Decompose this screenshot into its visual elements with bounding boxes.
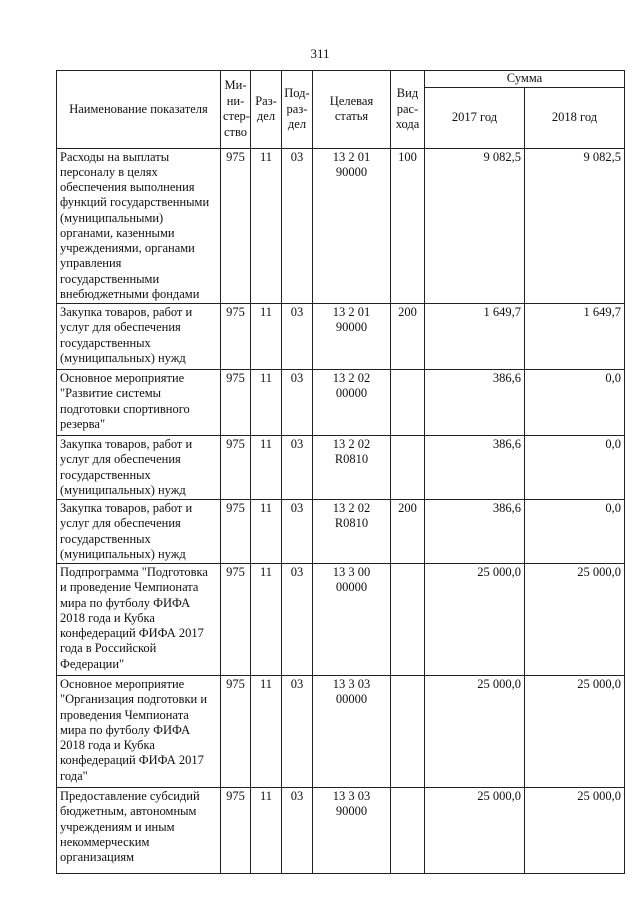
row-subsection: 03: [282, 676, 313, 788]
row-target: 13 2 02 R0810: [313, 436, 391, 500]
row-name: Расходы на выплаты персоналу в целях обеспечения выполнения функций государственными (муниципальными) органами, казенными учреждениями, органами управления государственными внебюджетными фондами: [57, 148, 221, 304]
row-name: Закупка товаров, работ и услуг для обеспечения государственных (муниципальных) нужд: [57, 304, 221, 370]
row-ministry: 975: [221, 676, 251, 788]
row-section: 11: [251, 500, 282, 564]
row-sum-2018: 0,0: [525, 500, 625, 564]
header-year-2017: 2017 год: [425, 87, 525, 148]
row-sum-2017: 25 000,0: [425, 564, 525, 676]
row-subsection: 03: [282, 436, 313, 500]
row-kind: [391, 370, 425, 436]
row-kind: [391, 436, 425, 500]
table-row: [57, 148, 625, 304]
header-subsection: Под- раз- дел: [282, 71, 313, 149]
row-sum-2017: 25 000,0: [425, 788, 525, 874]
row-name: Закупка товаров, работ и услуг для обеспечения государственных (муниципальных) нужд: [57, 500, 221, 564]
budget-table: [56, 70, 625, 874]
header-section: Раз- дел: [251, 71, 282, 149]
header-target-article: Целевая статья: [313, 71, 391, 149]
table-row: [57, 500, 625, 564]
row-subsection: 03: [282, 500, 313, 564]
row-sum-2017: 386,6: [425, 436, 525, 500]
row-kind: [391, 564, 425, 676]
row-sum-2017: 386,6: [425, 500, 525, 564]
row-section: 11: [251, 148, 282, 304]
row-ministry: 975: [221, 564, 251, 676]
row-kind: 200: [391, 500, 425, 564]
row-kind: 100: [391, 148, 425, 304]
page-number: 311: [310, 46, 330, 61]
row-sum-2018: 0,0: [525, 436, 625, 500]
row-sum-2018: 0,0: [525, 370, 625, 436]
row-sum-2017: 386,6: [425, 370, 525, 436]
row-kind: [391, 676, 425, 788]
row-sum-2018: 1 649,7: [525, 304, 625, 370]
header-ministry: Ми- ни- стер- ство: [221, 71, 251, 149]
row-subsection: 03: [282, 370, 313, 436]
row-name: Предоставление субсидий бюджетным, автономным учреждениям и иным некоммерческим организациям: [57, 788, 221, 874]
table-row: [57, 436, 625, 500]
row-kind: 200: [391, 304, 425, 370]
row-sum-2017: 25 000,0: [425, 676, 525, 788]
row-name: Основное мероприятие "Организация подготовки и проведения Чемпионата мира по футболу ФИФА 2018 года и Кубка конфедераций ФИФА 2017 года": [57, 676, 221, 788]
row-ministry: 975: [221, 370, 251, 436]
row-sum-2017: 1 649,7: [425, 304, 525, 370]
row-subsection: 03: [282, 304, 313, 370]
row-sum-2017: 9 082,5: [425, 148, 525, 304]
row-sum-2018: 25 000,0: [525, 788, 625, 874]
row-section: 11: [251, 370, 282, 436]
row-section: 11: [251, 676, 282, 788]
table-row: [57, 564, 625, 676]
row-target: 13 3 00 00000: [313, 564, 391, 676]
table-row: [57, 788, 625, 874]
header-row-top: [57, 71, 625, 88]
row-name: Основное мероприятие "Развитие системы подготовки спортивного резерва": [57, 370, 221, 436]
header-name: Наименование показателя: [57, 71, 221, 149]
row-target: 13 2 01 90000: [313, 148, 391, 304]
row-sum-2018: 25 000,0: [525, 564, 625, 676]
table-row: [57, 304, 625, 370]
table-row: [57, 676, 625, 788]
row-subsection: 03: [282, 564, 313, 676]
row-section: 11: [251, 436, 282, 500]
row-ministry: 975: [221, 148, 251, 304]
header-year-2018: 2018 год: [525, 87, 625, 148]
row-sum-2018: 25 000,0: [525, 676, 625, 788]
row-sum-2018: 9 082,5: [525, 148, 625, 304]
row-ministry: 975: [221, 788, 251, 874]
row-target: 13 2 01 90000: [313, 304, 391, 370]
row-subsection: 03: [282, 148, 313, 304]
table-row: [57, 370, 625, 436]
row-ministry: 975: [221, 500, 251, 564]
row-target: 13 2 02 00000: [313, 370, 391, 436]
row-kind: [391, 788, 425, 874]
row-ministry: 975: [221, 304, 251, 370]
row-target: 13 3 03 00000: [313, 676, 391, 788]
row-name: Подпрограмма "Подготовка и проведение Чемпионата мира по футболу ФИФА 2018 года и Кубка конфедераций ФИФА 2017 года в Российской Федерации": [57, 564, 221, 676]
row-section: 11: [251, 788, 282, 874]
row-subsection: 03: [282, 788, 313, 874]
row-target: 13 3 03 90000: [313, 788, 391, 874]
row-section: 11: [251, 564, 282, 676]
row-target: 13 2 02 R0810: [313, 500, 391, 564]
header-expense-kind: Вид рас- хода: [391, 71, 425, 149]
row-name: Закупка товаров, работ и услуг для обеспечения государственных (муниципальных) нужд: [57, 436, 221, 500]
row-section: 11: [251, 304, 282, 370]
header-sum: Сумма: [425, 71, 625, 88]
row-ministry: 975: [221, 436, 251, 500]
